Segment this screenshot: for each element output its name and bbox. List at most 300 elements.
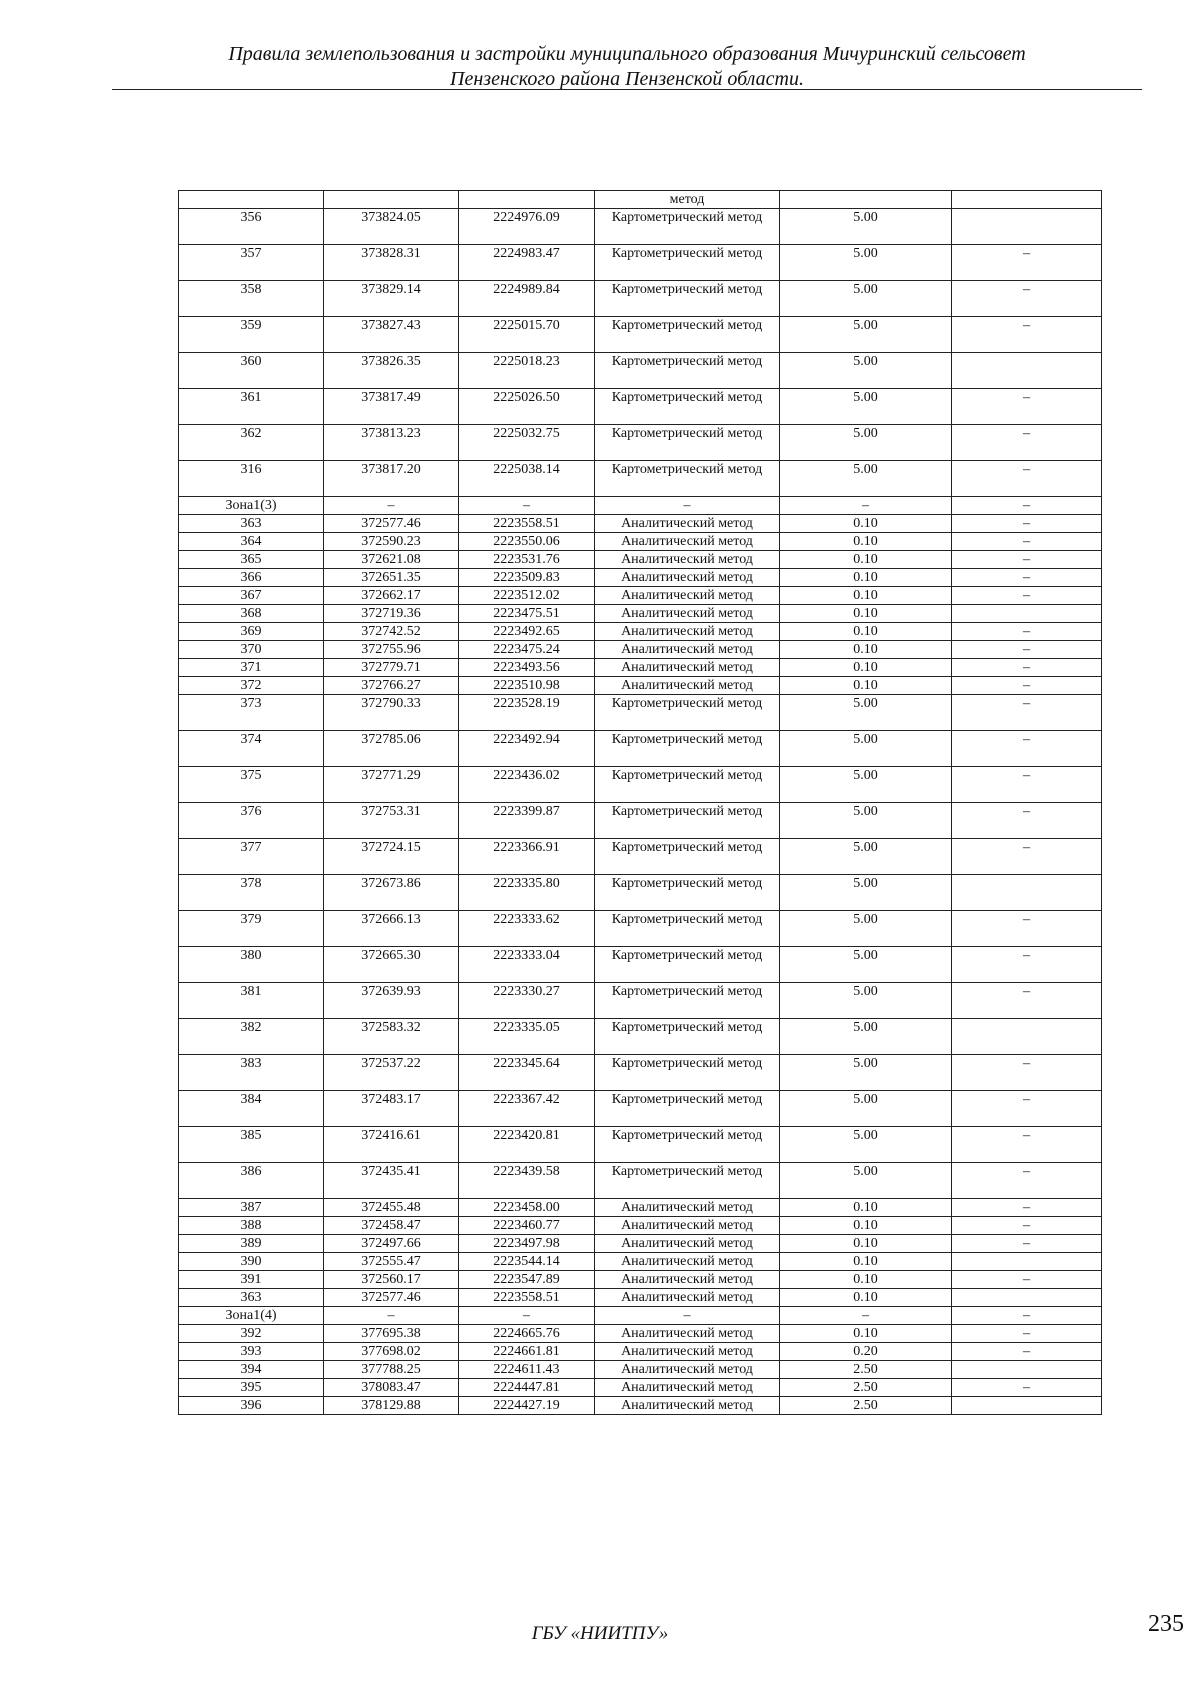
point-number-cell: 357: [179, 245, 324, 281]
table-row: [179, 569, 1102, 587]
method-cell: Аналитический метод: [595, 1397, 780, 1415]
x-coordinate-cell: 373817.20: [324, 461, 459, 497]
description-cell: –: [952, 983, 1102, 1019]
coordinates-table-body: [179, 191, 1102, 1415]
table-row: [179, 983, 1102, 1019]
accuracy-cell: 0.10: [780, 1289, 952, 1307]
accuracy-cell: 2.50: [780, 1397, 952, 1415]
description-cell: –: [952, 389, 1102, 425]
point-number-cell: 386: [179, 1163, 324, 1199]
method-cell: Картометрический метод: [595, 947, 780, 983]
point-number-cell: Зона1(4): [179, 1307, 324, 1325]
method-cell: Картометрический метод: [595, 461, 780, 497]
description-cell: [952, 1397, 1102, 1415]
x-coordinate-cell: 372755.96: [324, 641, 459, 659]
point-number-cell: 363: [179, 515, 324, 533]
x-coordinate-cell: 372458.47: [324, 1217, 459, 1235]
table-row: [179, 875, 1102, 911]
method-cell: Картометрический метод: [595, 317, 780, 353]
point-number-cell: 382: [179, 1019, 324, 1055]
point-number-cell: 392: [179, 1325, 324, 1343]
point-number-cell: 370: [179, 641, 324, 659]
description-cell: –: [952, 641, 1102, 659]
point-number-cell: 363: [179, 1289, 324, 1307]
y-coordinate-cell: 2223531.76: [459, 551, 595, 569]
description-cell: –: [952, 1235, 1102, 1253]
x-coordinate-cell: 372577.46: [324, 1289, 459, 1307]
method-cell: Картометрический метод: [595, 911, 780, 947]
y-coordinate-cell: 2223547.89: [459, 1271, 595, 1289]
description-cell: [952, 191, 1102, 209]
accuracy-cell: 0.10: [780, 569, 952, 587]
method-cell: Аналитический метод: [595, 533, 780, 551]
point-number-cell: 379: [179, 911, 324, 947]
header-line-2: Пензенского района Пензенской области.: [450, 68, 804, 90]
method-cell: Картометрический метод: [595, 875, 780, 911]
x-coordinate-cell: 372665.30: [324, 947, 459, 983]
method-cell: Аналитический метод: [595, 1253, 780, 1271]
point-number-cell: 390: [179, 1253, 324, 1271]
x-coordinate-cell: 372651.35: [324, 569, 459, 587]
accuracy-cell: 5.00: [780, 1055, 952, 1091]
point-number-cell: 389: [179, 1235, 324, 1253]
method-cell: Аналитический метод: [595, 623, 780, 641]
table-row: [179, 1343, 1102, 1361]
table-row: [179, 1055, 1102, 1091]
method-cell: Картометрический метод: [595, 209, 780, 245]
point-number-cell: 380: [179, 947, 324, 983]
accuracy-cell: 0.10: [780, 605, 952, 623]
accuracy-cell: 0.10: [780, 677, 952, 695]
y-coordinate-cell: 2224983.47: [459, 245, 595, 281]
method-cell: Картометрический метод: [595, 245, 780, 281]
point-number-cell: Зона1(3): [179, 497, 324, 515]
y-coordinate-cell: 2223510.98: [459, 677, 595, 695]
coordinates-table: [178, 190, 1102, 1415]
accuracy-cell: 0.10: [780, 1271, 952, 1289]
x-coordinate-cell: 372771.29: [324, 767, 459, 803]
table-row: [179, 1289, 1102, 1307]
y-coordinate-cell: 2224976.09: [459, 209, 595, 245]
method-cell: Картометрический метод: [595, 1163, 780, 1199]
table-row: [179, 515, 1102, 533]
accuracy-cell: 5.00: [780, 353, 952, 389]
accuracy-cell: 5.00: [780, 461, 952, 497]
accuracy-cell: 5.00: [780, 983, 952, 1019]
y-coordinate-cell: 2223493.56: [459, 659, 595, 677]
description-cell: –: [952, 1325, 1102, 1343]
accuracy-cell: 5.00: [780, 1163, 952, 1199]
y-coordinate-cell: 2223439.58: [459, 1163, 595, 1199]
description-cell: –: [952, 551, 1102, 569]
accuracy-cell: 0.10: [780, 641, 952, 659]
method-cell: Аналитический метод: [595, 1217, 780, 1235]
description-cell: –: [952, 425, 1102, 461]
method-cell: Картометрический метод: [595, 281, 780, 317]
method-cell: –: [595, 1307, 780, 1325]
description-cell: –: [952, 587, 1102, 605]
x-coordinate-cell: 373826.35: [324, 353, 459, 389]
x-coordinate-cell: 372719.36: [324, 605, 459, 623]
x-coordinate-cell: 378083.47: [324, 1379, 459, 1397]
y-coordinate-cell: 2223558.51: [459, 1289, 595, 1307]
table-row: [179, 1091, 1102, 1127]
description-cell: [952, 1253, 1102, 1271]
point-number-cell: 387: [179, 1199, 324, 1217]
x-coordinate-cell: 372497.66: [324, 1235, 459, 1253]
table-row: [179, 389, 1102, 425]
method-cell: Аналитический метод: [595, 605, 780, 623]
description-cell: –: [952, 1343, 1102, 1361]
accuracy-cell: [780, 191, 952, 209]
y-coordinate-cell: 2223436.02: [459, 767, 595, 803]
y-coordinate-cell: 2225026.50: [459, 389, 595, 425]
table-row: [179, 551, 1102, 569]
table-row: [179, 1253, 1102, 1271]
method-cell: Аналитический метод: [595, 587, 780, 605]
x-coordinate-cell: 378129.88: [324, 1397, 459, 1415]
point-number-cell: 361: [179, 389, 324, 425]
method-cell: Аналитический метод: [595, 1235, 780, 1253]
point-number-cell: 384: [179, 1091, 324, 1127]
accuracy-cell: 5.00: [780, 317, 952, 353]
y-coordinate-cell: 2224989.84: [459, 281, 595, 317]
point-number-cell: 366: [179, 569, 324, 587]
y-coordinate-cell: 2225015.70: [459, 317, 595, 353]
description-cell: –: [952, 1127, 1102, 1163]
y-coordinate-cell: 2223367.42: [459, 1091, 595, 1127]
y-coordinate-cell: 2223475.51: [459, 605, 595, 623]
description-cell: [952, 605, 1102, 623]
x-coordinate-cell: 372537.22: [324, 1055, 459, 1091]
description-cell: –: [952, 1307, 1102, 1325]
accuracy-cell: 0.10: [780, 515, 952, 533]
table-row: [179, 911, 1102, 947]
y-coordinate-cell: 2223420.81: [459, 1127, 595, 1163]
table-row: [179, 281, 1102, 317]
y-coordinate-cell: 2223528.19: [459, 695, 595, 731]
method-cell: Аналитический метод: [595, 1199, 780, 1217]
point-number-cell: 385: [179, 1127, 324, 1163]
x-coordinate-cell: 373827.43: [324, 317, 459, 353]
accuracy-cell: 5.00: [780, 695, 952, 731]
description-cell: –: [952, 947, 1102, 983]
description-cell: –: [952, 515, 1102, 533]
y-coordinate-cell: 2224427.19: [459, 1397, 595, 1415]
table-row: [179, 1217, 1102, 1235]
x-coordinate-cell: 372766.27: [324, 677, 459, 695]
x-coordinate-cell: 372790.33: [324, 695, 459, 731]
table-row: [179, 425, 1102, 461]
accuracy-cell: 5.00: [780, 767, 952, 803]
description-cell: [952, 875, 1102, 911]
accuracy-cell: 5.00: [780, 209, 952, 245]
method-cell: Аналитический метод: [595, 1271, 780, 1289]
x-coordinate-cell: –: [324, 1307, 459, 1325]
point-number-cell: 364: [179, 533, 324, 551]
point-number-cell: 365: [179, 551, 324, 569]
description-cell: –: [952, 677, 1102, 695]
description-cell: [952, 1361, 1102, 1379]
x-coordinate-cell: 373817.49: [324, 389, 459, 425]
method-cell: Аналитический метод: [595, 1289, 780, 1307]
description-cell: –: [952, 245, 1102, 281]
method-cell: Картометрический метод: [595, 731, 780, 767]
method-cell: Картометрический метод: [595, 1091, 780, 1127]
y-coordinate-cell: 2223492.65: [459, 623, 595, 641]
description-cell: –: [952, 1379, 1102, 1397]
y-coordinate-cell: 2223399.87: [459, 803, 595, 839]
table-row: [179, 1325, 1102, 1343]
x-coordinate-cell: 372577.46: [324, 515, 459, 533]
accuracy-cell: 0.20: [780, 1343, 952, 1361]
table-row: [179, 191, 1102, 209]
description-cell: –: [952, 1091, 1102, 1127]
table-row: [179, 245, 1102, 281]
point-number-cell: 381: [179, 983, 324, 1019]
x-coordinate-cell: 372590.23: [324, 533, 459, 551]
method-cell: Картометрический метод: [595, 1019, 780, 1055]
table-row: [179, 803, 1102, 839]
page-number: 235: [1148, 1611, 1184, 1637]
description-cell: –: [952, 1199, 1102, 1217]
y-coordinate-cell: 2223460.77: [459, 1217, 595, 1235]
table-row: [179, 1019, 1102, 1055]
accuracy-cell: –: [780, 1307, 952, 1325]
method-cell: Аналитический метод: [595, 569, 780, 587]
table-row: [179, 533, 1102, 551]
point-number-cell: 367: [179, 587, 324, 605]
y-coordinate-cell: 2223330.27: [459, 983, 595, 1019]
method-cell: Аналитический метод: [595, 1325, 780, 1343]
description-cell: –: [952, 1217, 1102, 1235]
accuracy-cell: 5.00: [780, 245, 952, 281]
x-coordinate-cell: 373813.23: [324, 425, 459, 461]
point-number-cell: 393: [179, 1343, 324, 1361]
point-number-cell: 383: [179, 1055, 324, 1091]
table-row: [179, 605, 1102, 623]
method-cell: Аналитический метод: [595, 641, 780, 659]
y-coordinate-cell: [459, 191, 595, 209]
method-cell: Картометрический метод: [595, 767, 780, 803]
accuracy-cell: 0.10: [780, 587, 952, 605]
accuracy-cell: 0.10: [780, 1235, 952, 1253]
description-cell: –: [952, 497, 1102, 515]
accuracy-cell: 2.50: [780, 1379, 952, 1397]
x-coordinate-cell: 372662.17: [324, 587, 459, 605]
method-cell: Картометрический метод: [595, 695, 780, 731]
x-coordinate-cell: 372742.52: [324, 623, 459, 641]
y-coordinate-cell: 2223558.51: [459, 515, 595, 533]
x-coordinate-cell: 377695.38: [324, 1325, 459, 1343]
accuracy-cell: 5.00: [780, 911, 952, 947]
method-cell: Аналитический метод: [595, 551, 780, 569]
x-coordinate-cell: 372435.41: [324, 1163, 459, 1199]
accuracy-cell: 5.00: [780, 1091, 952, 1127]
x-coordinate-cell: 373824.05: [324, 209, 459, 245]
description-cell: –: [952, 1055, 1102, 1091]
table-row: [179, 461, 1102, 497]
table-row: [179, 497, 1102, 515]
x-coordinate-cell: 373828.31: [324, 245, 459, 281]
point-number-cell: 396: [179, 1397, 324, 1415]
table-row: [179, 1361, 1102, 1379]
y-coordinate-cell: 2225018.23: [459, 353, 595, 389]
accuracy-cell: 5.00: [780, 281, 952, 317]
table-row: [179, 1307, 1102, 1325]
accuracy-cell: 5.00: [780, 731, 952, 767]
x-coordinate-cell: [324, 191, 459, 209]
point-number-cell: 356: [179, 209, 324, 245]
table-row: [179, 623, 1102, 641]
table-row: [179, 1271, 1102, 1289]
y-coordinate-cell: 2224665.76: [459, 1325, 595, 1343]
x-coordinate-cell: 372639.93: [324, 983, 459, 1019]
description-cell: [952, 1019, 1102, 1055]
x-coordinate-cell: 377788.25: [324, 1361, 459, 1379]
x-coordinate-cell: 372779.71: [324, 659, 459, 677]
y-coordinate-cell: 2224611.43: [459, 1361, 595, 1379]
y-coordinate-cell: 2223333.62: [459, 911, 595, 947]
y-coordinate-cell: 2223509.83: [459, 569, 595, 587]
method-cell: Аналитический метод: [595, 1379, 780, 1397]
point-number-cell: 377: [179, 839, 324, 875]
method-cell: метод: [595, 191, 780, 209]
table-row: [179, 731, 1102, 767]
point-number-cell: 375: [179, 767, 324, 803]
y-coordinate-cell: 2223550.06: [459, 533, 595, 551]
method-cell: Картометрический метод: [595, 1055, 780, 1091]
point-number-cell: [179, 191, 324, 209]
method-cell: Аналитический метод: [595, 659, 780, 677]
accuracy-cell: 5.00: [780, 1019, 952, 1055]
y-coordinate-cell: 2225032.75: [459, 425, 595, 461]
accuracy-cell: 5.00: [780, 803, 952, 839]
point-number-cell: 372: [179, 677, 324, 695]
table-row: [179, 209, 1102, 245]
point-number-cell: 360: [179, 353, 324, 389]
method-cell: Аналитический метод: [595, 1361, 780, 1379]
document-header: [112, 42, 1142, 92]
description-cell: [952, 353, 1102, 389]
x-coordinate-cell: 372583.32: [324, 1019, 459, 1055]
y-coordinate-cell: 2223335.05: [459, 1019, 595, 1055]
x-coordinate-cell: 372753.31: [324, 803, 459, 839]
x-coordinate-cell: 372724.15: [324, 839, 459, 875]
point-number-cell: 359: [179, 317, 324, 353]
y-coordinate-cell: 2225038.14: [459, 461, 595, 497]
table-row: [179, 695, 1102, 731]
x-coordinate-cell: 372555.47: [324, 1253, 459, 1271]
description-cell: –: [952, 623, 1102, 641]
table-row: [179, 1127, 1102, 1163]
y-coordinate-cell: 2224661.81: [459, 1343, 595, 1361]
point-number-cell: 395: [179, 1379, 324, 1397]
table-row: [179, 641, 1102, 659]
description-cell: –: [952, 731, 1102, 767]
y-coordinate-cell: 2223492.94: [459, 731, 595, 767]
method-cell: Аналитический метод: [595, 677, 780, 695]
description-cell: –: [952, 803, 1102, 839]
method-cell: Картометрический метод: [595, 983, 780, 1019]
header-line-1: Правила землепользования и застройки муниципального образования Мичуринский сельсовет: [228, 43, 1026, 65]
table-row: [179, 1163, 1102, 1199]
description-cell: –: [952, 1163, 1102, 1199]
table-row: [179, 839, 1102, 875]
x-coordinate-cell: 372621.08: [324, 551, 459, 569]
x-coordinate-cell: 372483.17: [324, 1091, 459, 1127]
accuracy-cell: 0.10: [780, 623, 952, 641]
point-number-cell: 394: [179, 1361, 324, 1379]
point-number-cell: 371: [179, 659, 324, 677]
description-cell: –: [952, 1271, 1102, 1289]
description-cell: –: [952, 461, 1102, 497]
accuracy-cell: 5.00: [780, 839, 952, 875]
y-coordinate-cell: 2223335.80: [459, 875, 595, 911]
footer-org: ГБУ «НИИТПУ»: [531, 1623, 669, 1644]
description-cell: [952, 209, 1102, 245]
x-coordinate-cell: 372416.61: [324, 1127, 459, 1163]
table-row: [179, 1199, 1102, 1217]
x-coordinate-cell: 377698.02: [324, 1343, 459, 1361]
y-coordinate-cell: 2223512.02: [459, 587, 595, 605]
header-rule: [112, 89, 1142, 90]
point-number-cell: 368: [179, 605, 324, 623]
point-number-cell: 378: [179, 875, 324, 911]
x-coordinate-cell: 372560.17: [324, 1271, 459, 1289]
description-cell: –: [952, 317, 1102, 353]
description-cell: [952, 1289, 1102, 1307]
x-coordinate-cell: 372785.06: [324, 731, 459, 767]
accuracy-cell: 5.00: [780, 425, 952, 461]
accuracy-cell: 5.00: [780, 875, 952, 911]
accuracy-cell: 5.00: [780, 389, 952, 425]
method-cell: Картометрический метод: [595, 389, 780, 425]
x-coordinate-cell: 373829.14: [324, 281, 459, 317]
accuracy-cell: 2.50: [780, 1361, 952, 1379]
x-coordinate-cell: 372673.86: [324, 875, 459, 911]
point-number-cell: 376: [179, 803, 324, 839]
x-coordinate-cell: 372666.13: [324, 911, 459, 947]
y-coordinate-cell: –: [459, 497, 595, 515]
table-row: [179, 677, 1102, 695]
accuracy-cell: 5.00: [780, 1127, 952, 1163]
method-cell: Аналитический метод: [595, 1343, 780, 1361]
point-number-cell: 369: [179, 623, 324, 641]
table-row: [179, 659, 1102, 677]
y-coordinate-cell: 2223497.98: [459, 1235, 595, 1253]
method-cell: Картометрический метод: [595, 425, 780, 461]
y-coordinate-cell: –: [459, 1307, 595, 1325]
accuracy-cell: 5.00: [780, 947, 952, 983]
description-cell: –: [952, 911, 1102, 947]
accuracy-cell: 0.10: [780, 1253, 952, 1271]
method-cell: Аналитический метод: [595, 515, 780, 533]
accuracy-cell: 0.10: [780, 1325, 952, 1343]
point-number-cell: 388: [179, 1217, 324, 1235]
point-number-cell: 316: [179, 461, 324, 497]
point-number-cell: 362: [179, 425, 324, 461]
y-coordinate-cell: 2223544.14: [459, 1253, 595, 1271]
table-row: [179, 353, 1102, 389]
accuracy-cell: 0.10: [780, 659, 952, 677]
point-number-cell: 374: [179, 731, 324, 767]
table-row: [179, 767, 1102, 803]
table-row: [179, 947, 1102, 983]
description-cell: –: [952, 533, 1102, 551]
y-coordinate-cell: 2223458.00: [459, 1199, 595, 1217]
table-row: [179, 1379, 1102, 1397]
